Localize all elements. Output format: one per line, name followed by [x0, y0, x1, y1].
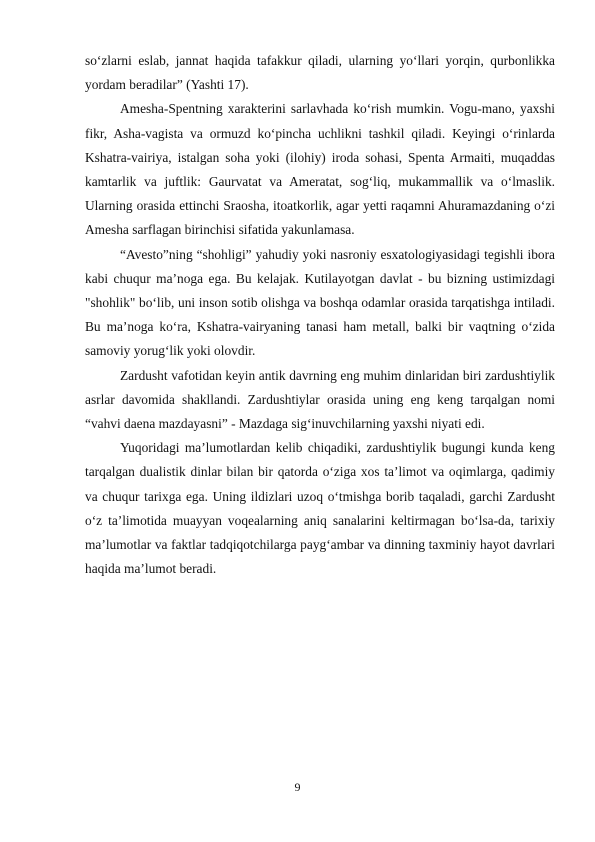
paragraph-conclusion: Yuqoridagi ma’lumotlardan kelib chiqadiki, zardushtiylik bugungi kunda keng tarqalgan dualistik dinlar bilan bir qatorda oʻziga xos ta’limot va oqimlarga, qadimiy va chuqur tarixga ega. Uning ildizlari uzoq oʻtmishga borib taqaladi, garchi Zardusht oʻz ta’limotida muayyan voqealarning aniq sanalarini keltirmagan boʻlsa-da, tarixiy ma’lumotlar va faktlar tadqiqotchilarga paygʻambar va dinning taxminiy hayot davrlari haqida ma’lumot beradi.	[85, 440, 555, 577]
paragraph-amesha-spenta: Amesha-Spentning xarakterini sarlavhada koʻrish mumkin. Vogu-mano, yaxshi fikr, Asha-vagista va ormuzd koʻpincha uchlikni tashkil qiladi. Keyingi oʻrinlarda Kshatra-vairiya, istalgan soha yoki (ilohiy) iroda sohasi, Spenta Armaiti, muqaddas kamtarlik va juftlik: Gaurvatat va Ameratat, sogʻliq, mukammallik va oʻlmaslik. Ularning orasida ettinchi Sraosha, itoatkorlik, agar yetti raqamni Ahuramazdaning oʻzi Amesha sarflagan birinchisi sifatida yakunlamasa.	[85, 101, 555, 238]
paragraph-zardushtiylik: Zardusht vafotidan keyin antik davrning eng muhim dinlaridan biri zardushtiylik asrlar davomida shakllandi. Zardushtiylar orasida uning eng keng tarqalgan nomi “vahvi daena mazdayasni” - Mazdaga sigʻinuvchilarning yaxshi niyati edi.	[85, 367, 555, 432]
paragraph-avesto-shohligi: “Avesto”ning “shohligi” yahudiy yoki nasroniy esxatologiyasidagi tegishli ibora kabi chuqur ma’noga ega. Bu kelajak. Kutilayotgan davlat - bu bizning ustimizdagi "shohlik" boʻlib, uni inson sotib olishga va boshqa odamlar orasida tarqatishga intiladi. Bu ma’noga koʻra, Kshatra-vairyaning tanasi ham metall, balki bir vaqtning oʻzida samoviy yorugʻlik yoki olovdir.	[85, 246, 555, 359]
page-number: 9	[294, 780, 301, 794]
paragraph-continuation: soʻzlarni eslab, jannat haqida tafakkur qiladi, ularning yoʻllari yorqin, qurbonlikka yordam beradilar” (Yashti 17).	[85, 53, 555, 93]
document-body	[85, 49, 555, 581]
